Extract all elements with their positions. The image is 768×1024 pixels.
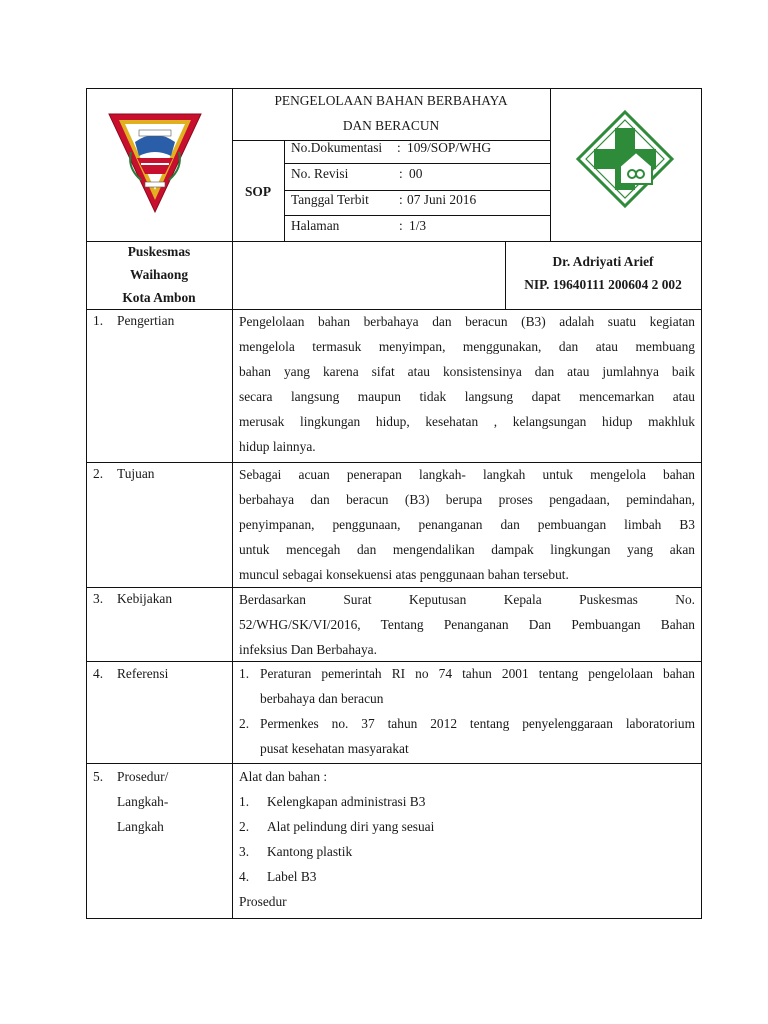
list-item-text: berbahaya dan beracun [260,691,384,706]
meta-sep-halaman: : [399,218,403,233]
signer-nip: NIP. 19640111 200604 2 002 [524,277,682,292]
meta-sep-no-revisi: : [399,166,403,181]
section-label-kebijakan: Kebijakan [117,591,173,606]
meta-label-no-dokumentasi: No.Dokumentasi [291,140,383,155]
list-item-number: 2. [239,716,250,731]
table-border-right [701,88,702,918]
table-border-bottom [86,918,702,919]
section-number-referensi: 4. [93,666,104,681]
body-line: muncul sebagai konsekuensi atas penggunaan bahan tersebut. [239,567,569,582]
body-line: infeksius Dan Berbahaya. [239,642,377,657]
list-item-text: Permenkes no. 37 tahun 2012 tentang penyelenggaraan laboratorium [260,716,695,731]
org-line-2: Waihaong [129,267,189,282]
body-line: Pengelolaan bahan berbahaya dan beracun (B3) adalah suatu kegiatan [239,314,695,329]
table-border-left [86,88,87,918]
list-item-text: Peraturan pemerintah RI no 74 tahun 2001 tentang pengelolaan bahan [260,666,695,681]
section-body-tujuan [239,462,695,587]
list-item-text: Kantong plastik [267,844,353,859]
section-number-pengertian: 1. [93,313,104,328]
section-label-tujuan: Tujuan [117,466,155,481]
section-body-prosedur [239,764,695,914]
section-body-pengertian [239,309,695,459]
section-label-referensi: Referensi [117,666,169,681]
list-item-text: Kelengkapan administrasi B3 [267,794,426,809]
body-line: merusak lingkungan hidup, kesehatan , kelangsungan hidup makhluk [239,414,695,429]
meta-label-no-revisi: No. Revisi [291,166,349,181]
section-number-prosedur: 5. [93,769,104,784]
list-item-number: 3. [239,844,250,859]
signer-block [505,250,701,296]
list-item-number: 1. [239,666,250,681]
title-line-1: PENGELOLAAN BAHAN BERBAHAYA [274,93,508,108]
meta-value-no-dokumentasi: 109/SOP/WHG [407,140,492,155]
meta-value-no-revisi: 00 [409,166,423,181]
body-line: hidup lainnya. [239,439,316,454]
body-line: 52/WHG/SK/VI/2016, Tentang Penanganan Dan Pembuangan Bahan [239,617,695,632]
list-item [239,864,695,889]
list-item-number: 4. [239,869,250,884]
body-line: untuk mencegah dan mengendalikan dampak lingkungan yang akan [239,542,695,557]
label-line: Langkah [117,819,164,834]
list-item-text: Label B3 [267,869,317,884]
meta-value-halaman: 1/3 [409,218,427,233]
signer-name: Dr. Adriyati Arief [552,254,654,269]
list-item-text: Alat pelindung diri yang sesuai [267,819,435,834]
title-line-2: DAN BERACUN [342,118,440,133]
meta-value-tanggal-terbit: 07 Juni 2016 [407,192,477,207]
list-item [239,789,695,814]
section-body-kebijakan [239,587,695,662]
column-divider-left [232,88,233,918]
body-line: Berdasarkan Surat Keputusan Kepala Puskesmas No. [239,592,695,607]
referensi-list [239,661,695,761]
document-title [232,88,550,138]
label-line: Prosedur/ [117,769,169,784]
list-item-text: pusat kesehatan masyarakat [260,741,409,756]
list-item [239,661,695,711]
body-line: bahan yang karena sifat atau konsistensinya dan atau jumlahnya baik [239,364,695,379]
list-item [239,814,695,839]
organization-name [86,240,232,309]
section-label-pengertian: Pengertian [117,313,175,328]
section-label-prosedur [117,764,168,839]
prosedur-intro: Alat dan bahan : [239,769,328,784]
body-line: penyimpanan, penggunaan, penanganan dan pembuangan limbah B3 [239,517,695,532]
list-item [239,711,695,761]
body-line: Sebagai acuan penerapan langkah- langkah untuk mengelola bahan [239,467,695,482]
kota-ambon-emblem-icon [107,108,203,214]
body-line: secara langsung maupun tidak langsung dapat mencemarkan atau [239,389,695,404]
puskesmas-logo-icon [576,110,674,208]
section-number-tujuan: 2. [93,466,104,481]
title-row-divider [232,140,550,141]
meta-label-tanggal-terbit: Tanggal Terbit [291,192,369,207]
sop-label: SOP [244,184,272,199]
list-item [239,839,695,864]
meta-sep-no-dokumentasi: : [397,140,401,155]
list-item-number: 1. [239,794,250,809]
body-line: berbahaya dan beracun (B3) berupa proses pengadaan, pemindahan, [239,492,695,507]
meta-label-halaman: Halaman [291,218,340,233]
column-divider-right-header [550,88,551,241]
org-line-3: Kota Ambon [122,290,196,305]
org-line-1: Puskesmas [127,244,191,259]
meta-sep-tanggal-terbit: : [399,192,403,207]
label-line: Langkah- [117,794,169,809]
meta-row-divider-3 [284,215,550,216]
meta-row-divider-1 [284,163,550,164]
prosedur-outro: Prosedur [239,894,287,909]
list-item-number: 2. [239,819,250,834]
body-line: mengelola termasuk menyimpan, menggunakan, dan atau membuang [239,339,695,354]
section-number-kebijakan: 3. [93,591,104,606]
